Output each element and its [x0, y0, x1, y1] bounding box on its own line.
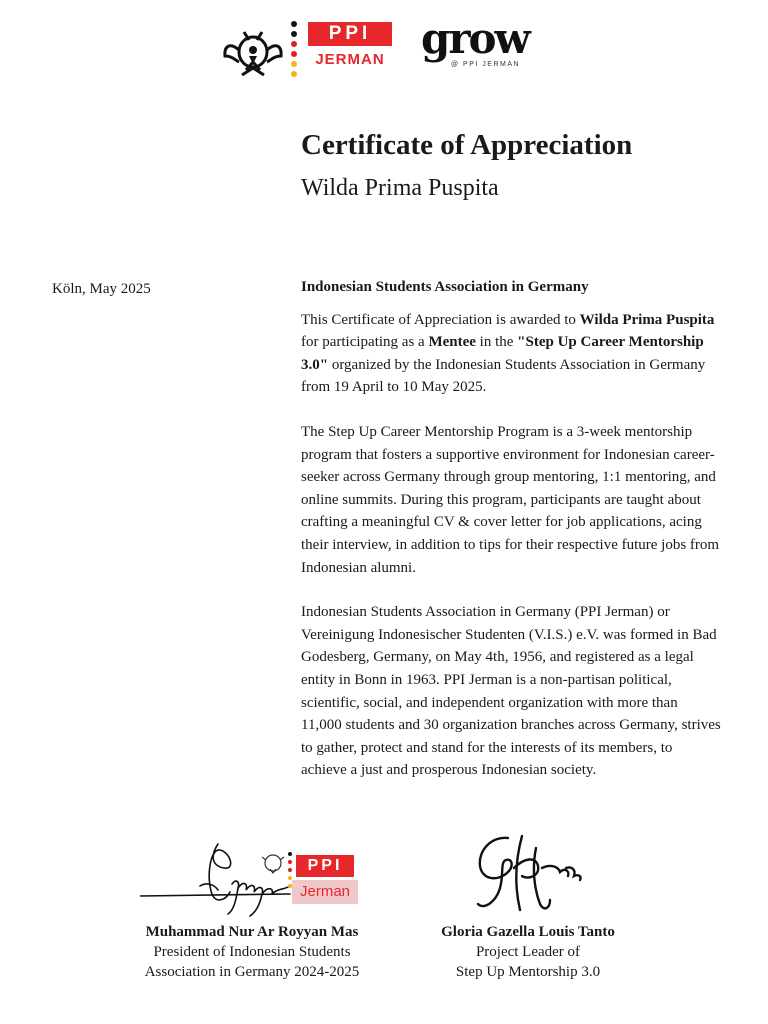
signer-name: Muhammad Nur Ar Royyan Mas: [145, 924, 359, 940]
ppi-stamp: PPI: [296, 855, 354, 877]
signer-name: Gloria Gazella Louis Tanto: [441, 924, 615, 940]
signer-role: Project Leader of: [475, 944, 581, 960]
award-recipient: Wilda Prima Puspita: [579, 311, 715, 328]
place-date: Köln, May 2025: [52, 281, 151, 297]
garuda-emblem-icon: [222, 20, 284, 80]
president-signature-block: [122, 922, 382, 982]
project-leader-signature: [470, 828, 590, 918]
signer-role: Association in Germany 2024-2025: [144, 964, 360, 980]
award-text: in the: [475, 334, 518, 351]
certificate-title: Certificate of Appreciation: [301, 129, 633, 161]
organization-description: Indonesian Students Association in Germany (PPI Jerman) or Vereinigung Indonesischer Studenten (V.I.S.) e.V. was formed in Bad Godesberg, Germany, on May 4th, 1956, and registered as a legal entity in Bonn in 1963. PPI Jerman is a non-partisan political, scientific, social, and independent organization with more than 11,000 students and 30 organization branches across Germany, strives to gather, protect and stand for the interests of its members, to achieve a just and prosperous Indonesian society.: [301, 604, 721, 779]
award-paragraph: [301, 309, 721, 399]
president-signature: [140, 838, 370, 920]
project-leader-signature-block: [398, 922, 658, 982]
ppi-stamp-subtitle: Jerman: [292, 880, 358, 904]
ppi-logo: PPI: [308, 22, 392, 46]
recipient-name: Wilda Prima Puspita: [301, 175, 499, 201]
signer-role: Step Up Mentorship 3.0: [455, 964, 601, 980]
award-text: organized by the Indonesian Students Association in Germany from 19 April to 10 May 2025.: [301, 356, 706, 396]
award-program: "Step Up Career Mentorship 3.0": [301, 334, 704, 373]
grow-logo: grow: [421, 14, 529, 63]
program-description: The Step Up Career Mentorship Program is a 3-week mentorship program that fosters a supportive environment for Indonesian career-seeker across Germany through group mentoring, 1:1 mentoring, and online summits. During this program, participants are taught about crafting a meaningful CV & cover letter for job applications, acing their interview, in addition to tips for their respective future jobs from Indonesian alumni.: [301, 423, 720, 576]
grow-logo-subtitle: @ PPI JERMAN: [451, 61, 521, 68]
award-text: This Certificate of Appreciation is awarded to: [301, 311, 580, 328]
ppi-logo-subtitle: JERMAN: [315, 51, 385, 68]
organization-heading: Indonesian Students Association in Germany: [301, 279, 589, 295]
award-role: Mentee: [428, 334, 476, 351]
logo-bar: [0, 0, 768, 90]
flag-dots-icon: [289, 20, 299, 78]
award-text: for participating as a: [301, 334, 429, 351]
certificate-body: [301, 276, 721, 804]
signer-role: President of Indonesian Students: [153, 944, 351, 960]
